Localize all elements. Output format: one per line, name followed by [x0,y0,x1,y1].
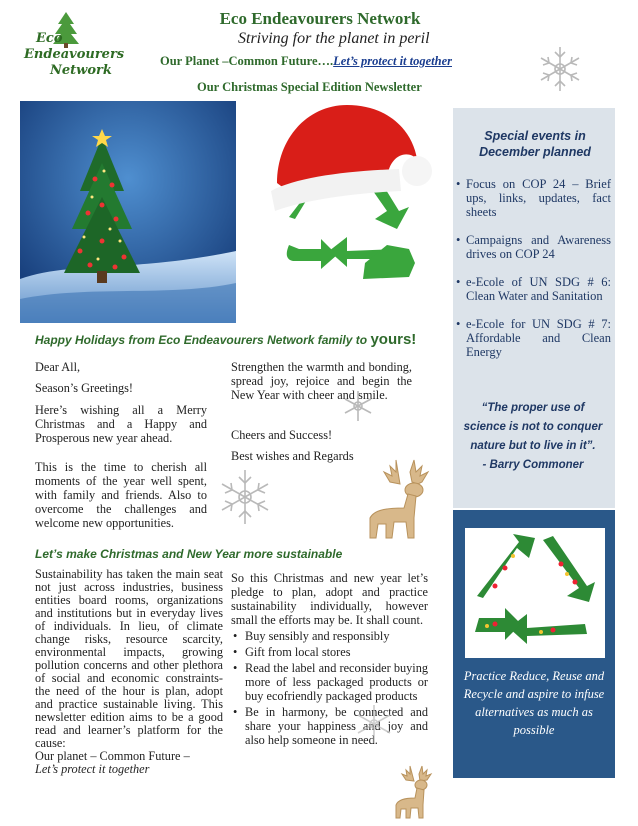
closing-line: Our planet – Common Future – [35,749,190,763]
tip-item: • Gift from local stores [231,645,428,659]
tip-item: • Read the label and reconsider buying more of less packaged products or buy ecofriendly packaged products [231,661,428,703]
sustainability-tips-list [231,629,428,747]
eco-network-logo [22,10,125,80]
quote [463,399,603,475]
reindeer-icon [370,460,428,538]
sustainability-paragraph: Sustainability has taken the main seat not just across industries, business entities board rooms, organizations and institutions but in everyday lives of individuals. In lieu, of climate change risks, resource scarcity, environmental impacts, growing pollution concerns and other plethora of social and economic constraints- the need of the hour is plan, adopt and practice sustainable living. This newsletter edition aims to be a good read and learner’s platform for the cause: [35,567,223,750]
edition-subtitle: Our Christmas Special Edition Newsletter [197,80,422,94]
logo-word-2: Endeavourers [24,47,125,62]
motto [160,54,452,69]
logo-word-3: Network [50,63,112,78]
christmas-tree-photo [20,101,236,323]
event-item: • Focus on COP 24 – Brief ups, links, updates, fact sheets [456,177,611,219]
tip-item: • Buy sensibly and responsibly [231,629,428,643]
motto-prefix: Our Planet –Common Future…. [160,54,334,68]
motto-emphasis: Let’s protect it together [333,54,452,68]
greeting-heading-text: Happy Holidays from Eco Endeavourers Network family to [35,333,368,347]
cherish-paragraph: This is the time to cherish all moments of the year well spent, with family and friends. Also to overcome the challenges and welcome new opportunities. [35,460,207,530]
snowflake-icon [214,466,276,528]
sustainability-column-left [35,568,223,776]
event-item: • e-Ecole of UN SDG # 6: Clean Water and Sanitation [456,275,611,303]
quote-author: - Barry Commoner [482,459,584,471]
reindeer-icon [396,766,431,818]
salutation: Dear All, [35,360,81,374]
strengthen-paragraph: Strengthen the warmth and bonding, spread joy, rejoice and begin the New Year with cheer and smile. [231,360,412,402]
seasons-greetings: Season’s Greetings! [35,381,134,395]
newsletter-title: Eco Endeavourers Network [219,9,421,28]
closing-line-italic: Let’s protect it together [35,762,150,776]
tagline: Striving for the planet in peril [238,30,430,47]
logo-word-1: Eco [36,31,63,46]
greeting-heading [35,331,416,348]
sustainable-heading: Let’s make Christmas and New Year more sustainable [35,547,343,561]
snowflake-icon [535,44,585,94]
regards-line: Best wishes and Regards [231,449,354,463]
snowflake-icon [340,388,376,424]
event-list [456,177,611,373]
ornament-recycle-image [465,528,605,658]
reindeer-ornament-small-image [390,762,440,820]
santa-hat-icon [271,105,432,211]
reindeer-ornament-image [356,452,446,540]
cheers-line: Cheers and Success! [231,428,333,442]
wish-paragraph: Here’s wishing all a Merry Christmas and a Happy and Prosperous new year ahead. [35,403,207,445]
tip-item: • Be in harmony, be connected and share your happiness and joy and also help someone in need. [231,705,428,747]
sidebar-title: Special events in December planned [479,129,591,159]
sidebar-closing-text: Practice Reduce, Reuse and Recycle and aspire to infuse alternatives as much as possible [463,669,605,737]
sustainability-column-right [231,571,428,749]
pledge-paragraph: So this Christmas and new year let’s pledge to plan, adopt and practice sustainability individually, however small the efforts may be. It shall count. [231,571,428,627]
quote-text: “The proper use of science is not to conquer nature but to live in it”. [463,402,603,452]
recycle-santa-hat-image [237,99,449,319]
event-item: • Campaigns and Awareness drives on COP 24 [456,233,611,261]
event-item: • e-Ecole for UN SDG # 7: Affordable and Clean Energy [456,317,611,359]
greeting-heading-emphasis: yours! [370,331,417,348]
snowflake-icon [352,702,396,746]
